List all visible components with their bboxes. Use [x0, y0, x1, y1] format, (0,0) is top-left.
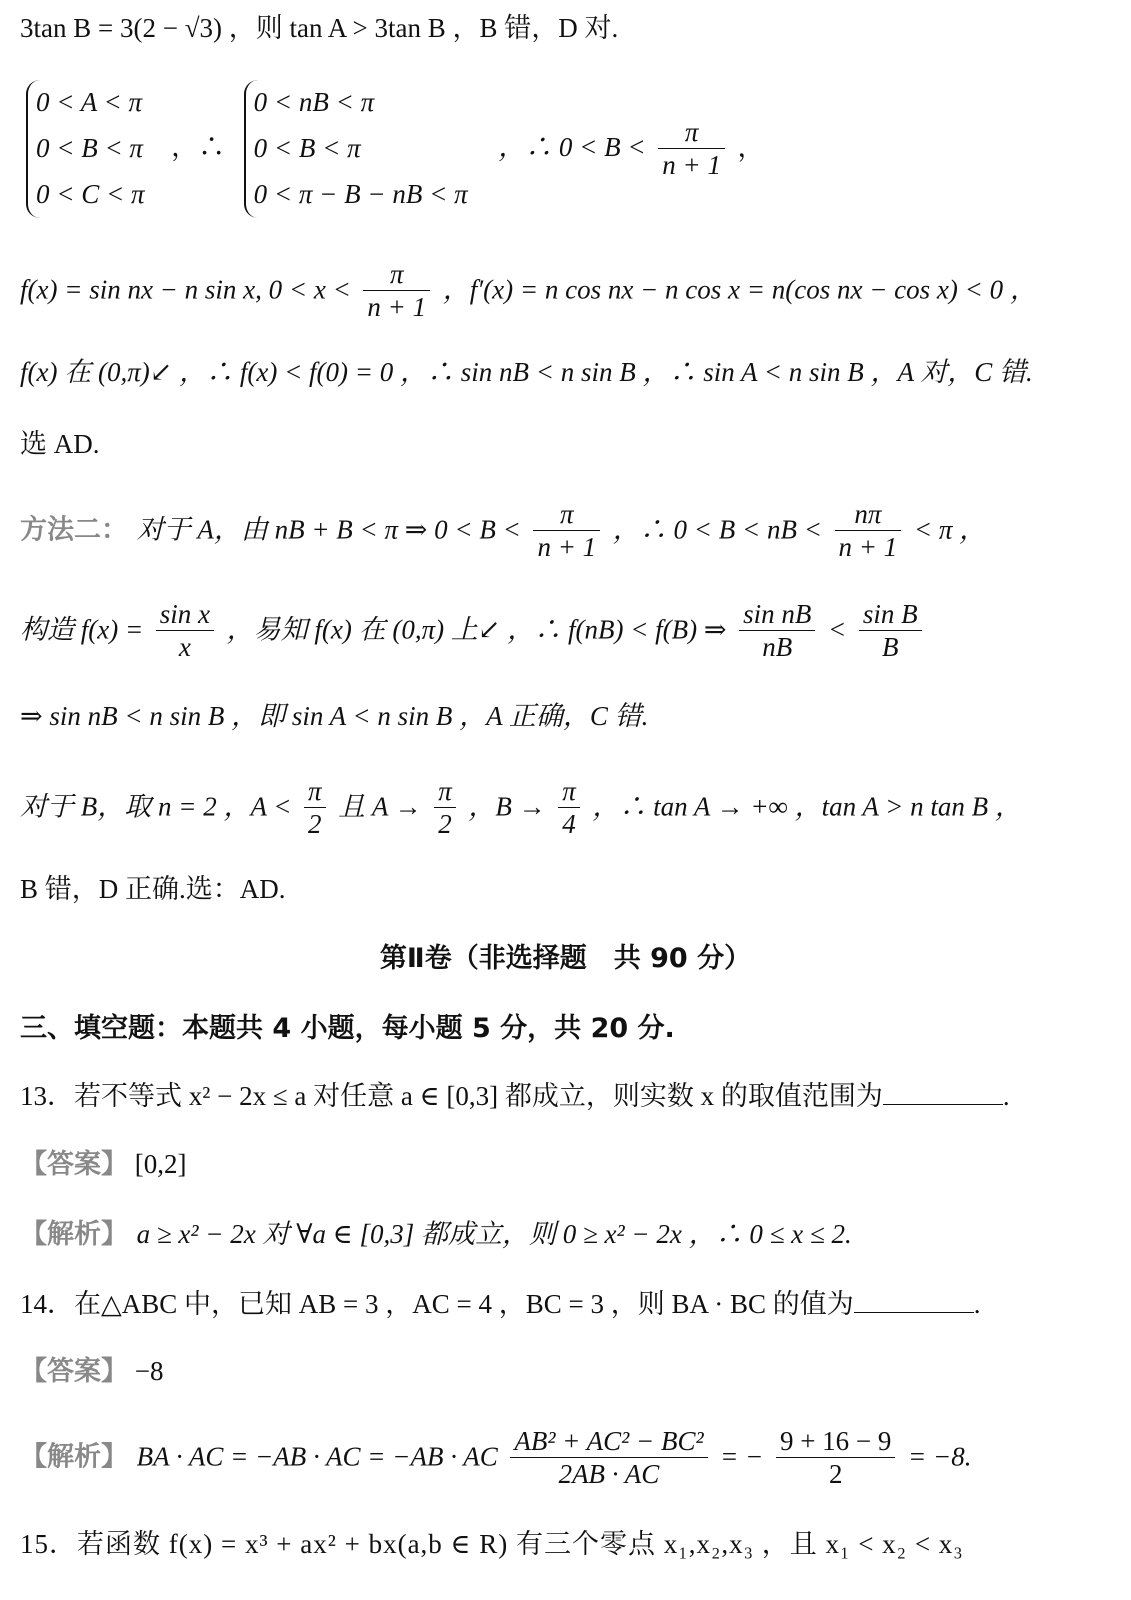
frac-calculation: $\frac{9 + 16 - 9}{2}$	[776, 1425, 895, 1491]
sys1-row-3: 0 < C < π	[36, 178, 145, 209]
line-5: 选 AD.	[20, 429, 100, 459]
solution-14-b: = −	[720, 1441, 764, 1472]
method-two-mid: ，∴ 0 < B < nB <	[612, 514, 822, 545]
frac-sinx-over-x: $\frac{\text{sin x}}{x}$	[156, 598, 214, 664]
sys2-row-1: 0 < nB < π	[253, 87, 375, 117]
question-13: 13．若不等式 x² − 2x ≤ a 对任意 a ∈ [0,3] 都成立，则实数 x 的取值范围为 .	[20, 1081, 1010, 1111]
frac-npi-over-n1: $\frac{n\pi}{n + 1}$	[835, 498, 902, 564]
frac-pi-over-2-b: $\frac{\pi}{2}$	[434, 775, 456, 841]
solution-14-a: BA · AC = −AB · AC = −AB · AC	[136, 1441, 498, 1472]
q13-answer	[20, 1148, 1111, 1182]
frac-sinB-over-B: $\frac{\text{sin B}}{B}$	[859, 598, 922, 664]
sys2-row-3: 0 < π − B − nB < π	[253, 178, 468, 209]
method-two-label: 方法二：	[20, 514, 128, 546]
frac-pi-over-n1: $\frac{\pi}{n + 1}$	[658, 116, 725, 182]
solution-14-c: = −8.	[908, 1441, 972, 1472]
answer-blank-13	[883, 1082, 1003, 1105]
sys1-row-2: 0 < B < π	[36, 132, 143, 163]
q14-answer	[20, 1355, 1111, 1389]
line-4: f(x) 在 (0,π)↙ ，∴ f(x) < f(0) = 0 ，∴ sin nB < n sin B ，∴ sin A < n sin B ，A 对，C 错.	[20, 357, 1033, 387]
line-10: B 错，D 正确.选：AD.	[20, 874, 286, 904]
frac-cosine-rule: $\frac{\text{AB² + AC² − BC²}}{2AB \cdot AC}$	[510, 1425, 707, 1491]
method-two-text: 对于 A，由 nB + B < π ⇒ 0 < B <	[136, 514, 521, 545]
solution-13: a ≥ x² − 2x 对 ∀a ∈ [0,3] 都成立，则 0 ≥ x² − 2x ，∴ 0 ≤ x ≤ 2.	[136, 1219, 852, 1249]
sys2-row-2: 0 < B < π	[253, 132, 361, 163]
solution-label-13: 【解析】	[20, 1219, 128, 1250]
line-9-b: 且 A →	[338, 791, 422, 822]
line-7: 构造 f(x) = $\frac{\text{sin x}}{x}$ ，易知 f(x) 在 (0,π) 上↙ ，∴ f(nB) < f(B) ⇒ $\frac{\text{sin nB}}{nB}$ < $\frac{\text{sin B}}{B}$	[20, 598, 1111, 664]
line-2-systems: 0 < A < π 0 < B < π 0 < C < π ，∴ 0 < nB < π 0 < B < π 0 < π − B − nB < π ，∴ 0 < B < $\frac{\pi}{n + 1}$ ，	[20, 80, 1111, 218]
frac-pi-over-4: $\frac{\pi}{4}$	[558, 775, 580, 841]
question-15: 15．若函数 f(x) = x³ + ax² + bx(a,b ∈ R) 有三个零点 x₁,x₂,x₃ ，且 x₁ < x₂ < x₃	[20, 1529, 964, 1559]
line-3	[20, 258, 1111, 324]
line-9-a: 对于 B，取 n = 2 ，A <	[20, 791, 292, 822]
question-14-text: 14．在△ABC 中，已知 AB = 3 ，AC = 4 ，BC = 3 ，则 BA · BC 的值为	[20, 1289, 854, 1319]
line-3-a: f(x) = sin nx − n sin x, 0 < x <	[20, 274, 351, 305]
answer-label-14: 【答案】	[20, 1356, 128, 1386]
part-three-heading: 三、填空题：本题共 4 小题，每小题 5 分，共 20 分.	[20, 1013, 675, 1044]
frac-pi-over-n1-c: $\frac{\pi}{n + 1}$	[533, 498, 600, 564]
line-8: ⇒ sin nB < n sin B ，即 sin A < n sin B ，A 正确，C 错.	[20, 701, 649, 731]
q13-solution	[20, 1218, 1111, 1252]
sys1-row-1: 0 < A < π	[36, 87, 142, 117]
line-3-b: ，f′(x) = n cos nx − n cos x = n(cos nx − cos x) < 0 ，	[442, 274, 1037, 305]
solution-label-14: 【解析】	[20, 1441, 128, 1473]
method-two-end: < π ，	[913, 514, 987, 545]
q14-solution	[20, 1425, 1111, 1491]
answer-label-13: 【答案】	[20, 1149, 128, 1179]
answer-14: −8	[134, 1356, 164, 1386]
line-1: 3tan B = 3(2 − √3) ，则 tan A > 3tan B ，B 错，D 对.	[20, 13, 619, 43]
answer-13: [0,2]	[134, 1149, 187, 1179]
answer-blank-14	[854, 1290, 974, 1313]
section-title: 第Ⅱ卷（非选择题 共 90 分）	[379, 943, 752, 974]
line-6-method-two	[20, 498, 1111, 564]
line-7-b: ，易知 f(x) 在 (0,π) 上↙ ，∴ f(nB) < f(B) ⇒	[226, 614, 727, 645]
line-9-d: ，∴ tan A → +∞ ，tan A > n tan B ，	[592, 791, 1022, 822]
line-9	[20, 775, 1111, 841]
system-2	[244, 80, 476, 218]
frac-pi-over-n1-b: $\frac{\pi}{n + 1}$	[363, 258, 430, 324]
frac-sinnB-over-nB: $\frac{\text{sin nB}}{nB}$	[739, 598, 815, 664]
question-14: 14．在△ABC 中，已知 AB = 3 ，AC = 4 ，BC = 3 ，则 BA · BC 的值为 .	[20, 1289, 981, 1319]
line-7-a: 构造 f(x) =	[20, 614, 144, 645]
system-1	[26, 80, 152, 218]
frac-pi-over-2-a: $\frac{\pi}{2}$	[304, 775, 326, 841]
line-9-c: ，B →	[468, 791, 546, 822]
question-13-text: 13．若不等式 x² − 2x ≤ a 对任意 a ∈ [0,3] 都成立，则实数 x 的取值范围为	[20, 1081, 883, 1111]
